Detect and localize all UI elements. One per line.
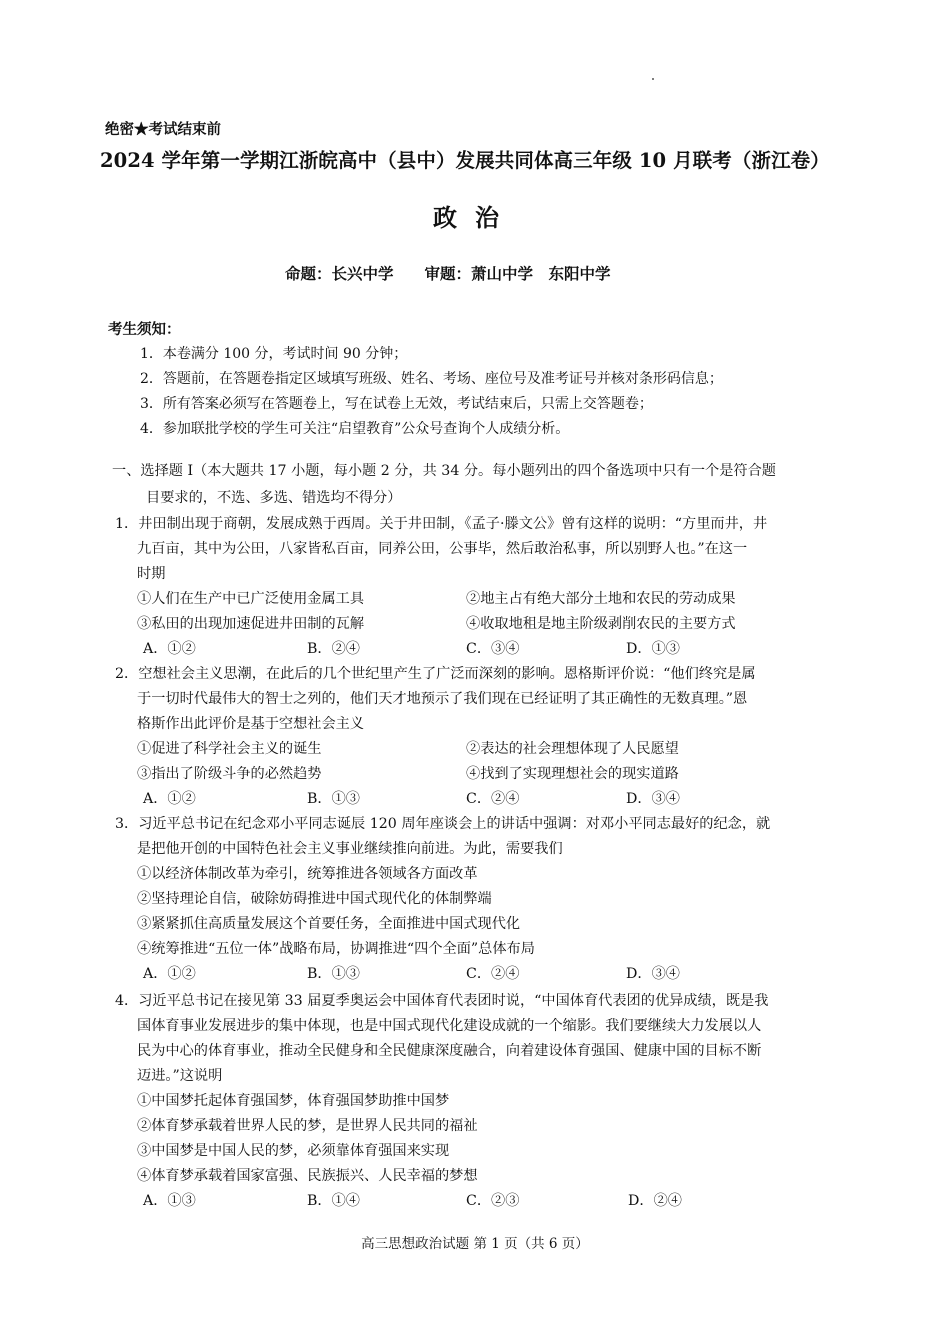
choice-b: B．①③ <box>307 966 360 982</box>
choice-b: B．②④ <box>307 641 360 657</box>
statement: ④找到了实现理想社会的现实道路 <box>466 766 679 782</box>
question-stem: 九百亩，其中为公田，八家皆私百亩，同养公田，公事毕，然后敢治私事，所以别野人也。”在这一 <box>137 541 748 557</box>
notice-item: 1．本卷满分 100 分，考试时间 90 分钟； <box>140 346 408 362</box>
notice-item: 4．参加联批学校的学生可关注“启望教育”公众号查询个人成绩分析。 <box>140 421 570 437</box>
question-stem: 迈进。”这说明 <box>137 1068 223 1084</box>
choice-d: D．③④ <box>626 791 680 807</box>
choice-c: C．②④ <box>466 791 520 807</box>
choice-d: D．③④ <box>626 966 680 982</box>
exam-title: 2024 学年第一学期江浙皖高中（县中）发展共同体高三年级 10 月联考（浙江卷） <box>100 149 830 172</box>
choice-b: B．①④ <box>307 1193 360 1209</box>
statement: ③私田的出现加速促进井田制的瓦解 <box>137 616 365 632</box>
choice-d: D．①③ <box>626 641 680 657</box>
statement: ③指出了阶级斗争的必然趋势 <box>137 766 322 782</box>
choice-c: C．②③ <box>466 1193 520 1209</box>
statement: ①促进了科学社会主义的诞生 <box>137 741 322 757</box>
authors-line: 命题：长兴中学 审题：萧山中学 东阳中学 <box>285 264 611 283</box>
choice-b: B．①③ <box>307 791 360 807</box>
question-stem: 国体育事业发展进步的集中体现，也是中国式现代化建设成就的一个缩影。我们要继续大力发展以人 <box>137 1018 762 1034</box>
secret-mark: 绝密★考试结束前 <box>105 121 221 138</box>
statement: ④体育梦承载着国家富强、民族振兴、人民幸福的梦想 <box>137 1168 478 1184</box>
statement: ②体育梦承载着世界人民的梦，是世界人民共同的福祉 <box>137 1118 478 1134</box>
question-stem: 民为中心的体育事业，推动全民健身和全民健康深度融合，向着建设体育强国、健康中国的目标不断 <box>137 1043 762 1059</box>
notice-title: 考生须知： <box>108 321 181 338</box>
question-stem: 时期 <box>137 566 166 582</box>
section-heading: 一、选择题 I（本大题共 17 小题，每小题 2 分，共 34 分。每小题列出的四个备选项中只有一个是符合题 <box>112 463 776 479</box>
statement: ③紧紧抓住高质量发展这个首要任务，全面推进中国式现代化 <box>137 916 521 932</box>
statement: ②坚持理论自信，破除妨碍推进中国式现代化的体制弊端 <box>137 891 492 907</box>
question-stem: 格斯作出此评价是基于空想社会主义 <box>137 716 365 732</box>
subject-title: 政治 <box>433 203 517 232</box>
statement: ④统筹推进“五位一体”战略布局，协调推进“四个全面”总体布局 <box>137 941 535 957</box>
choice-c: C．③④ <box>466 641 520 657</box>
choice-a: A．①② <box>143 791 196 807</box>
question-stem: 1．井田制出现于商朝，发展成熟于西周。关于井田制，《孟子·滕文公》曾有这样的说明：“方里而井，井 <box>115 516 768 532</box>
question-stem: 于一切时代最伟大的智士之列的，他们天才地预示了我们现在已经证明了其正确性的无数真理。”恩 <box>137 691 748 707</box>
statement: ②地主占有绝大部分土地和农民的劳动成果 <box>466 591 736 607</box>
page-footer: 高三思想政治试题 第 1 页（共 6 页） <box>361 1236 589 1252</box>
question-stem: 4．习近平总书记在接见第 33 届夏季奥运会中国体育代表团时说，“中国体育代表团的优异成绩，既是我 <box>115 993 769 1009</box>
section-heading-cont: 目要求的，不选、多选、错选均不得分） <box>146 490 402 506</box>
statement: ①中国梦托起体育强国梦，体育强国梦助推中国梦 <box>137 1093 450 1109</box>
scan-speck <box>652 78 654 80</box>
statement: ②表达的社会理想体现了人民愿望 <box>466 741 679 757</box>
question-stem: 是把他开创的中国特色社会主义事业继续推向前进。为此，需要我们 <box>137 841 563 857</box>
statement: ①人们在生产中已广泛使用金属工具 <box>137 591 365 607</box>
question-stem: 2．空想社会主义思潮，在此后的几个世纪里产生了广泛而深刻的影响。恩格斯评价说：“他们终究是属 <box>115 666 756 682</box>
question-stem: 3．习近平总书记在纪念邓小平同志诞辰 120 周年座谈会上的讲话中强调：对邓小平同志最好的纪念，就 <box>115 816 771 832</box>
choice-c: C．②④ <box>466 966 520 982</box>
choice-a: A．①② <box>143 966 196 982</box>
notice-item: 2．答题前，在答题卷指定区域填写班级、姓名、考场、座位号及准考证号并核对条形码信息； <box>140 371 723 387</box>
choice-a: A．①② <box>143 641 196 657</box>
notice-item: 3．所有答案必须写在答题卷上，写在试卷上无效，考试结束后，只需上交答题卷； <box>140 396 653 412</box>
statement: ④收取地租是地主阶级剥削农民的主要方式 <box>466 616 736 632</box>
statement: ③中国梦是中国人民的梦，必须靠体育强国来实现 <box>137 1143 450 1159</box>
choice-a: A．①③ <box>143 1193 196 1209</box>
statement: ①以经济体制改革为牵引，统筹推进各领域各方面改革 <box>137 866 478 882</box>
choice-d: D．②④ <box>628 1193 682 1209</box>
